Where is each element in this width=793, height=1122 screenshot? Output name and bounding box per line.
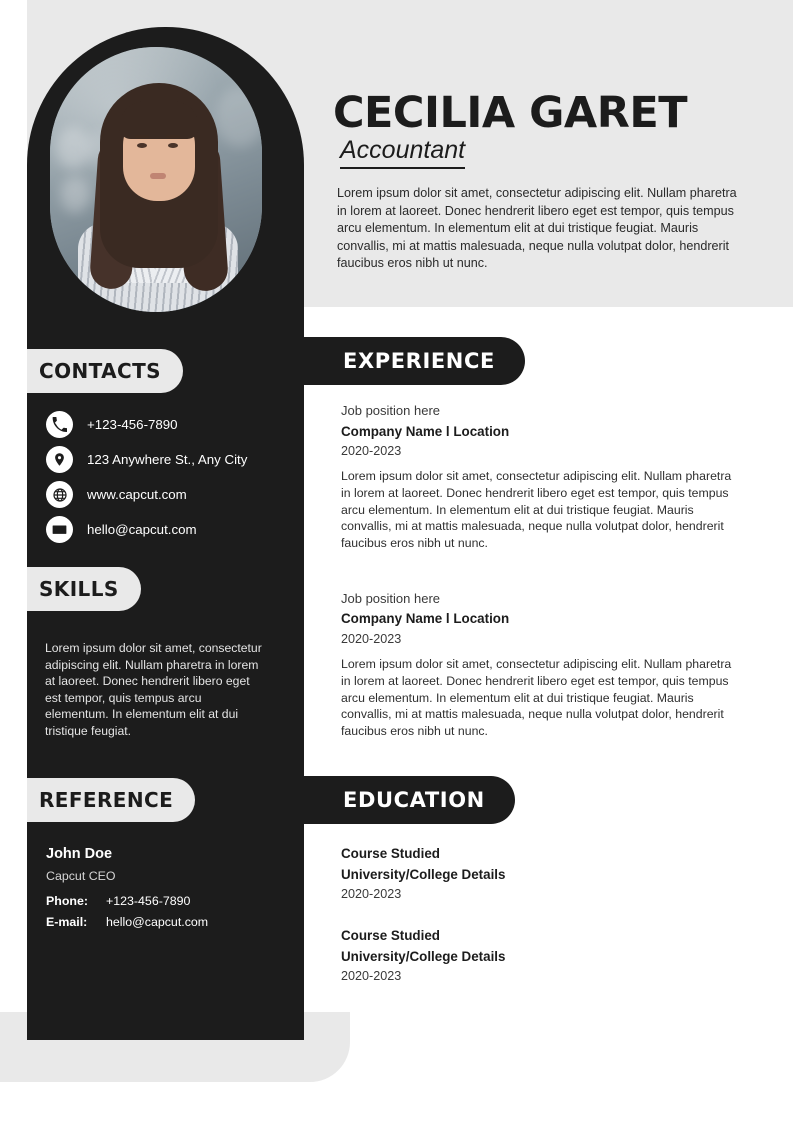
experience-date-1: 2020-2023 xyxy=(341,444,402,458)
contact-website-value: www.capcut.com xyxy=(87,487,187,502)
experience-description-1: Lorem ipsum dolor sit amet, consectetur adipiscing elit. Nullam pharetra in lorem at laoreet. Donec hendrerit libero eget est tempor, quis tempus arcu elementum. In elementum elit at dui tristique feugiat. Mauris convallis, mi at mattis malesuada, neque nulla volutpat dolor, hendrerit faucibus eros nibh ut nunc. xyxy=(341,469,732,551)
photo-lips xyxy=(150,173,166,179)
photo-eye xyxy=(137,143,147,148)
experience-date-2: 2020-2023 xyxy=(341,632,402,646)
contact-address[interactable] xyxy=(46,446,247,473)
experience-role-2: Job position here xyxy=(341,591,441,606)
photo-bokeh xyxy=(215,87,262,147)
reference-title: REFERENCE xyxy=(39,788,174,812)
experience-role-1: Job position here xyxy=(341,403,441,418)
phone-icon xyxy=(46,411,73,438)
envelope-icon xyxy=(46,516,73,543)
reference-email-value: hello@capcut.com xyxy=(106,915,209,929)
education-date-1: 2020-2023 xyxy=(341,887,402,901)
education-course-2: Course Studied xyxy=(341,928,440,943)
photo-bokeh xyxy=(60,177,90,213)
profile-photo xyxy=(50,47,262,312)
globe-icon xyxy=(46,481,73,508)
education-title: EDUCATION xyxy=(343,788,485,812)
contact-email-value: hello@capcut.com xyxy=(87,522,197,537)
job-role: Accountant xyxy=(340,136,465,169)
photo-fringe xyxy=(119,101,199,139)
photo-eye xyxy=(168,143,178,148)
reference-name: John Doe xyxy=(46,846,113,862)
photo-bokeh xyxy=(56,127,90,169)
skills-title: SKILLS xyxy=(39,577,119,601)
experience-title: EXPERIENCE xyxy=(343,349,495,373)
photo-eyebrow xyxy=(166,135,180,138)
education-course-1: Course Studied xyxy=(341,846,440,861)
section-header-contacts xyxy=(27,349,183,393)
contact-website[interactable] xyxy=(46,481,187,508)
reference-title-text: Capcut CEO xyxy=(46,869,116,883)
section-header-reference xyxy=(27,778,195,822)
section-header-education xyxy=(304,776,515,824)
contact-phone-value: +123-456-7890 xyxy=(87,417,178,432)
experience-company-2: Company Name l Location xyxy=(341,611,510,626)
reference-phone-row xyxy=(46,894,190,908)
contact-phone[interactable] xyxy=(46,411,178,438)
section-header-experience xyxy=(304,337,525,385)
photo-background xyxy=(50,47,262,312)
contacts-title: CONTACTS xyxy=(39,359,161,383)
reference-email-label: E-mail: xyxy=(46,915,88,929)
education-date-2: 2020-2023 xyxy=(341,969,402,983)
profile-summary: Lorem ipsum dolor sit amet, consectetur adipiscing elit. Nullam pharetra in lorem at laoreet. Donec hendrerit libero eget est tempor, quis tempus arcu elementum. In elementum elit at dui tristique feugiat. Mauris convallis, mi at mattis malesuada, neque nulla volutpat dolor, hendrerit faucibus eros nibh ut nunc. xyxy=(337,186,737,270)
photo-eyebrow xyxy=(135,135,149,138)
experience-company-1: Company Name l Location xyxy=(341,424,510,439)
skills-body: Lorem ipsum dolor sit amet, consectetur adipiscing elit. Nullam pharetra in lorem at laoreet. Donec hendrerit libero eget est tempor, quis tempus arcu elementum. In elementum elit at dui tristique feugiat. xyxy=(45,641,262,738)
education-school-1: University/College Details xyxy=(341,867,506,882)
left-white-strip xyxy=(0,0,27,307)
section-header-skills xyxy=(27,567,141,611)
contact-address-value: 123 Anywhere St., Any City xyxy=(87,452,248,467)
page-title: CECILIA GARET xyxy=(333,88,688,138)
education-school-2: University/College Details xyxy=(341,949,506,964)
contact-email[interactable] xyxy=(46,516,197,543)
experience-description-2: Lorem ipsum dolor sit amet, consectetur adipiscing elit. Nullam pharetra in lorem at laoreet. Donec hendrerit libero eget est tempor, quis tempus arcu elementum. In elementum elit at dui tristique feugiat. Mauris convallis, mi at mattis malesuada, neque nulla volutpat dolor, hendrerit faucibus eros nibh ut nunc. xyxy=(341,657,732,739)
reference-phone-value: +123-456-7890 xyxy=(106,894,191,908)
location-pin-icon xyxy=(46,446,73,473)
reference-phone-label: Phone: xyxy=(46,894,88,908)
reference-email-row xyxy=(46,915,208,929)
